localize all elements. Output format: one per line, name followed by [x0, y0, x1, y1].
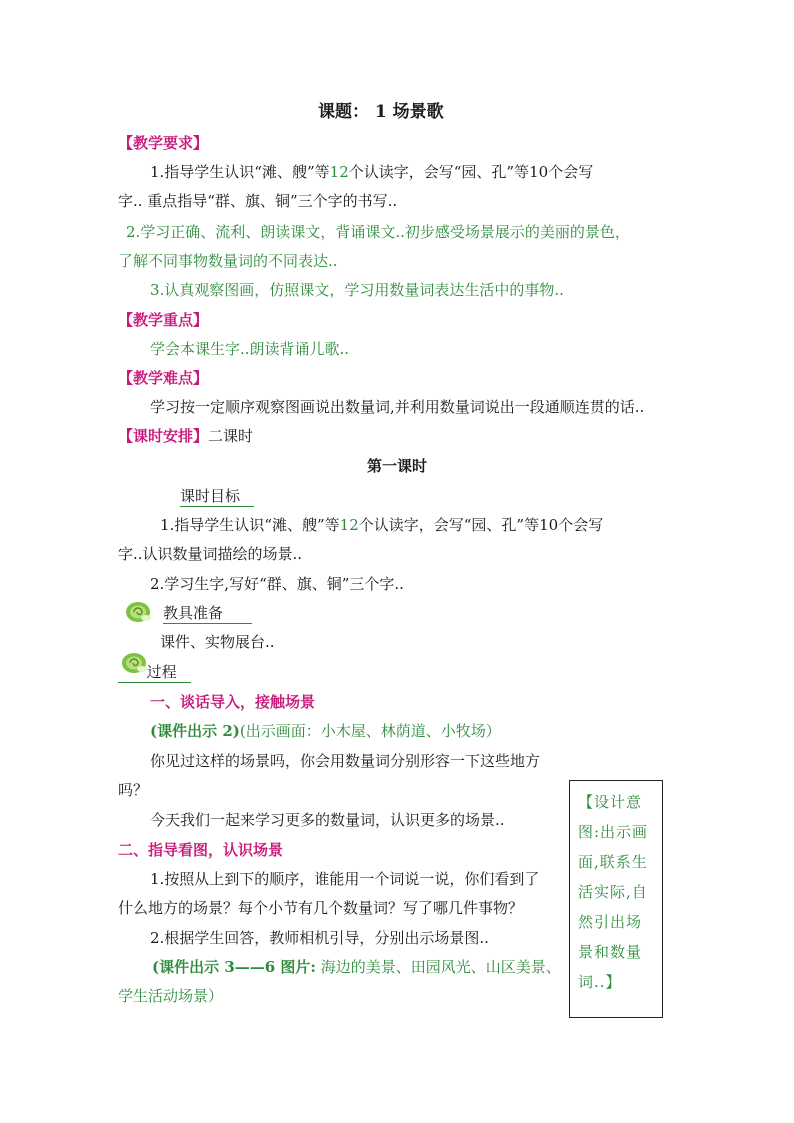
step2-courseware-label: (课件出示 3——6 图片:: [152, 958, 316, 976]
req2-line2: 了解不同事物数量词的不同表达..: [118, 252, 338, 270]
req1-line2: 字.. 重点指导“群、旗、铜”三个字的书写..: [118, 192, 398, 210]
prep-header: [163, 603, 252, 623]
req2-line1: 2.学习正确、流利、朗读课文，背诵课文..初步感受场景展示的美丽的景色，: [126, 223, 630, 241]
focus-header: 【教学重点】: [118, 311, 209, 329]
prep-header-underline-pad: [223, 604, 252, 624]
schedule-text: 二课时: [208, 427, 254, 445]
design-intent-line: 景和数量: [578, 943, 643, 961]
focus-text: 学会本课生字..朗读背诵儿歌..: [150, 340, 350, 358]
design-intent-line: 【设计意: [578, 793, 643, 811]
req1-text-c: 个会写: [548, 163, 594, 181]
design-intent-line: 活实际,自: [578, 883, 648, 901]
schedule-line: [118, 426, 253, 446]
snail-icon: [124, 597, 152, 623]
goal1-text-b: 个认读字，会写“园、孔”等: [358, 516, 540, 534]
prep-header-text: 教具准备: [163, 604, 224, 622]
design-intent-box: [569, 780, 663, 1018]
difficulty-text: 学习按一定顺序观察图画说出数量词,并利用数量词说出一段通顺连贯的话..: [150, 398, 645, 416]
step1-today: 今天我们一起来学习更多的数量词，认识更多的场景..: [150, 811, 505, 829]
process-header-underline-pad: [118, 663, 147, 683]
step1-header: 一、谈话导入，接触场景: [150, 693, 316, 711]
goal2: 2.学习生字,写好“群、旗、铜”三个字..: [150, 575, 404, 593]
step1-courseware: [150, 721, 501, 741]
step2-p2: 2.根据学生回答，教师相机引导，分别出示场景图..: [150, 929, 489, 947]
step1-courseware-text: (出示画面：小木屋、林荫道、小牧场）: [239, 722, 501, 740]
step1-courseware-label: (课件出示 2): [150, 722, 240, 740]
process-header-text: 过程: [146, 663, 177, 681]
goal-header: [180, 486, 254, 506]
req1-line1: [150, 162, 593, 182]
req1-number: 12: [329, 163, 349, 181]
page-title: 课题： 1 场景歌: [318, 102, 444, 122]
req1-text-a: 1.指导学生认识“滩、艘”等: [150, 163, 330, 181]
design-intent-line: 然引出场: [578, 913, 643, 931]
design-intent-line: 面,联系生: [578, 853, 648, 871]
schedule-header: 【课时安排】: [118, 427, 209, 445]
lesson1-title: 第一课时: [367, 457, 428, 475]
goal-header-text: 课时目标: [180, 487, 241, 505]
step2-courseware-text: 海边的美景、田园风光、山区美景、: [315, 958, 561, 976]
req1-text-b: 个认读字，会写“园、孔”等: [348, 163, 530, 181]
req1-number2: 10: [529, 163, 549, 181]
req3: 3.认真观察图画，仿照课文，学习用数量词表达生活中的事物..: [150, 281, 564, 299]
process-header: [118, 662, 191, 682]
prep-text: 课件、实物展台..: [160, 633, 275, 651]
step2-p1-line1: 1.按照从上到下的顺序，谁能用一个词说一说，你们看到了: [150, 870, 540, 888]
goal1-number2: 10: [539, 516, 559, 534]
process-header-underline-pad2: [177, 663, 191, 683]
step1-question-line1: 你见过这样的场景吗，你会用数量词分别形容一下这些地方: [150, 752, 541, 770]
requirements-header: 【教学要求】: [118, 134, 209, 152]
goal1-text-a: 1.指导学生认识“滩、艘”等: [160, 516, 340, 534]
difficulty-header: 【教学难点】: [118, 369, 209, 387]
step2-header: 二、指导看图，认识场景: [118, 841, 284, 859]
goal1-line2: 字..认识数量词描绘的场景..: [118, 545, 303, 563]
goal1-text-c: 个会写: [558, 516, 604, 534]
step2-p1-line2: 什么地方的场景？每个小节有几个数量词？写了哪几件事物？: [118, 899, 524, 917]
goal1-number: 12: [339, 516, 359, 534]
step1-question-line2: 吗？: [118, 781, 149, 799]
goal1-line1: [160, 515, 603, 535]
goal-header-underline-pad: [240, 487, 254, 507]
design-intent-line: 图:出示画: [578, 823, 649, 841]
step2-courseware-line2: 学生活动场景）: [118, 987, 224, 1005]
step2-courseware-line1: [152, 957, 561, 977]
design-intent-line: 词..】: [578, 973, 622, 991]
